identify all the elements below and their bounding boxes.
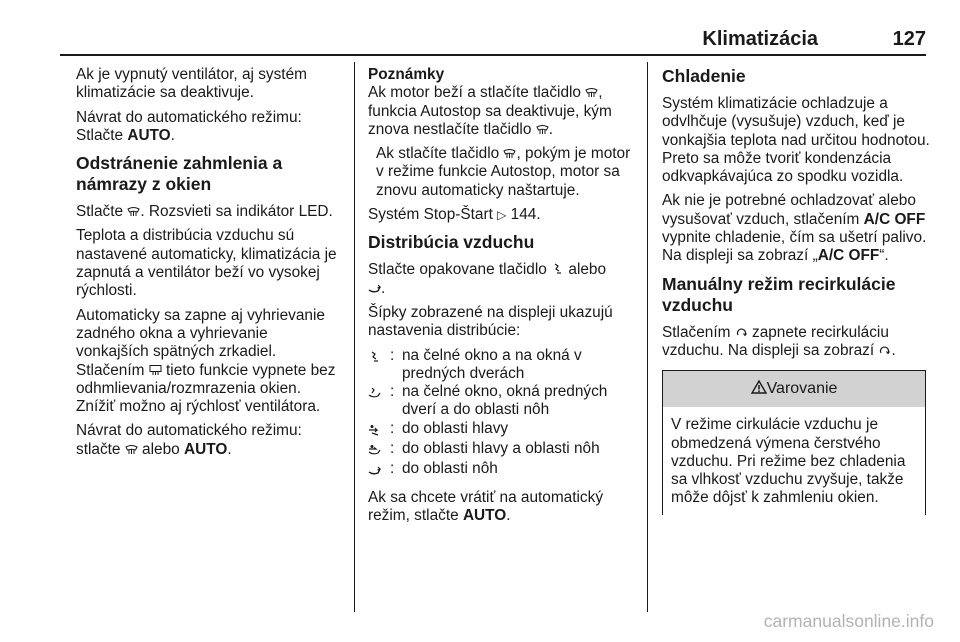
paragraph: Teplota a distribúcia vzduchu sú nastavené automaticky, klimatizácia je zapnutá a ventilátor beží vo vysokej rýchlosti.: [76, 227, 337, 300]
windshield-airflow-icon: [551, 263, 564, 275]
note-block: [368, 84, 636, 200]
paragraph: Ak nie je potrebné ochladzovať alebo vysušovať vzduch, stlačením A/C OFF vypnite chladenie, čím sa ušetrí palivo. Na displeji sa zobrazí „A/C OFF“.: [662, 192, 927, 265]
head-floor-airflow-icon: [368, 444, 381, 456]
auto-button-label: AUTO: [127, 126, 171, 144]
rear-defrost-icon: [149, 364, 162, 376]
warning-header: [663, 371, 925, 407]
paragraph: Ak sa chcete vrátiť na automatický režim, stlačte AUTO.: [368, 488, 604, 524]
note-heading: Poznámky: [368, 66, 445, 83]
paragraph: Ak motor beží a stlačíte tlačidlo , funkcia Autostop sa deaktivuje, kým znova nestlačíte tlačidlo .: [368, 84, 612, 138]
list-item: : na čelné okno a na okná v predných dverách: [368, 347, 636, 384]
windshield-airflow-icon: [368, 351, 381, 363]
list-item: : do oblasti hlavy: [368, 420, 636, 440]
list-item: : na čelné okno, okná predných dverí a do oblasti nôh: [368, 383, 636, 420]
warning-title: Varovanie: [766, 380, 838, 398]
warning-box: [662, 370, 926, 515]
page-title: Klimatizácia: [702, 28, 818, 50]
defrost-icon: [585, 86, 598, 98]
warning-text: V režime cirkulácie vzduchu je obmedzená výmena čerstvého vzduchu. Pri režime bez chladenia sa vlhkosť vzduchu zvyšuje, takže môže dôjsť k zahmleniu okien.: [671, 416, 906, 507]
floor-airflow-icon: [368, 282, 381, 294]
warning-triangle-icon: [751, 380, 767, 394]
page-header: [60, 28, 926, 56]
distribution-list: [368, 347, 636, 481]
column-2: [368, 66, 636, 531]
auto-button-label: AUTO: [183, 440, 228, 458]
section-heading-defrost: Odstránenie zahmlenia a námrazy z okien: [76, 153, 283, 195]
auto-button-label: AUTO: [462, 506, 507, 524]
section-heading-air-distribution: Distribúcia vzduchu: [368, 232, 535, 253]
paragraph: Návrat do automatického režimu: stlačte alebo AUTO.: [76, 422, 302, 458]
floor-airflow-icon: [368, 464, 381, 476]
watermark: carmanualsonline.info: [763, 611, 934, 631]
paragraph: Ak stlačíte tlačidlo , pokým je motor v režime funkcie Autostop, motor sa znovu automaticky naštartuje.: [376, 145, 631, 199]
list-item: : do oblasti hlavy a oblasti nôh: [368, 440, 636, 460]
defrost-icon: [125, 443, 138, 455]
paragraph: Stlačte opakovane tlačidlo alebo .: [368, 261, 607, 297]
paragraph: Stlačte . Rozsvieti sa indikátor LED.: [76, 203, 333, 221]
paragraph: Stlačením zapnete recirkuláciu vzduchu. Na displeji sa zobrazí .: [662, 323, 896, 359]
recirculation-icon: [878, 344, 891, 356]
ac-off-display-label: A/C OFF: [817, 247, 880, 265]
windshield-floor-airflow-icon: [368, 387, 381, 399]
column-3: [662, 66, 930, 515]
section-heading-cooling: Chladenie: [662, 66, 746, 86]
paragraph: Návrat do automatického režimu: Stlačte AUTO.: [76, 108, 302, 144]
defrost-icon: [127, 205, 140, 217]
section-heading-recirculation: Manuálny režim recirkulácie vzduchu: [662, 273, 896, 315]
paragraph: Automaticky sa zapne aj vyhrievanie zadného okna a vyhrievanie vonkajších spätných zrkadiel. Stlačením tieto funkcie vypnete bez odhmlievania/rozmrazenia okien. Znížiť možno aj rýchlosť ventilátora.: [76, 306, 336, 416]
page-number: 127: [892, 28, 926, 50]
page-reference-icon: ▷: [497, 208, 507, 223]
defrost-icon: [536, 123, 549, 135]
paragraph: Šípky zobrazené na displeji ukazujú nastavenia distribúcie:: [368, 303, 613, 340]
head-airflow-icon: [368, 424, 381, 436]
defrost-icon: [503, 147, 516, 159]
ac-off-button-label: A/C OFF: [863, 210, 926, 228]
column-divider-2: [647, 62, 648, 612]
cross-reference: Systém Stop-Štart ▷ 144.: [368, 206, 541, 224]
recirculation-icon: [735, 326, 748, 338]
column-divider-1: [354, 62, 355, 612]
list-item: : do oblasti nôh: [368, 460, 636, 480]
paragraph: Ak je vypnutý ventilátor, aj systém klimatizácie sa deaktivuje.: [76, 66, 307, 102]
paragraph: Systém klimatizácie ochladzuje a odvlhčuje (vysušuje) vzduch, keď je vonkajšia teplota nad určitou hodnotou. Preto sa môže tvoriť kondenzácia odkvapkávajúca zo spodku vozidla.: [662, 95, 930, 186]
column-1: [76, 66, 344, 465]
